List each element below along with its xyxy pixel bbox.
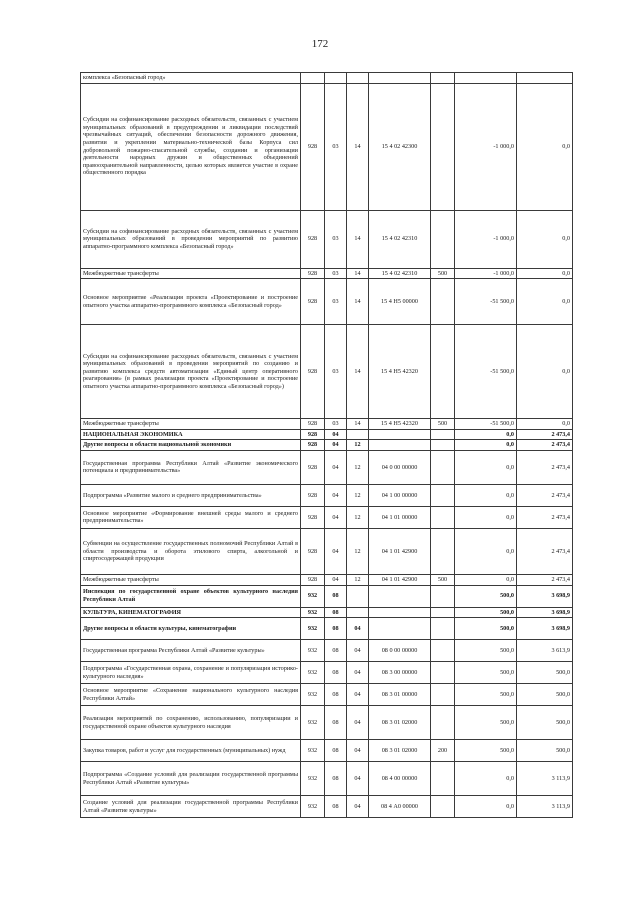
cell-section: 08 xyxy=(325,618,347,640)
cell-amount-change xyxy=(455,73,517,84)
cell-target-article: 15 4 Н5 00000 xyxy=(369,279,431,325)
cell-expense-type xyxy=(431,662,455,684)
cell-amount-change: 500,0 xyxy=(455,684,517,706)
cell-org-code xyxy=(301,73,325,84)
cell-section: 08 xyxy=(325,740,347,762)
cell-section: 08 xyxy=(325,684,347,706)
cell-target-article: 04 1 01 00000 xyxy=(369,506,431,528)
cell-target-article: 08 4 А0 00000 xyxy=(369,796,431,818)
cell-org-code: 928 xyxy=(301,528,325,574)
cell-description: КУЛЬТУРА, КИНЕМАТОГРАФИЯ xyxy=(81,607,301,618)
cell-section: 03 xyxy=(325,83,347,210)
cell-amount-total: 0,0 xyxy=(517,419,573,430)
cell-amount-total: 2 473,4 xyxy=(517,506,573,528)
cell-amount-total: 2 473,4 xyxy=(517,429,573,440)
cell-target-article: 08 4 00 00000 xyxy=(369,762,431,796)
cell-description: Государственная программа Республики Алтай «Развитие экономического потенциала и предпринимательства» xyxy=(81,450,301,484)
cell-amount-change: 0,0 xyxy=(455,796,517,818)
cell-section: 03 xyxy=(325,268,347,279)
cell-subsection: 12 xyxy=(347,440,369,451)
cell-org-code: 928 xyxy=(301,83,325,210)
cell-subsection: 04 xyxy=(347,618,369,640)
table-row xyxy=(81,684,573,706)
cell-section: 04 xyxy=(325,528,347,574)
table-row xyxy=(81,574,573,585)
cell-amount-change: 500,0 xyxy=(455,618,517,640)
table-row xyxy=(81,268,573,279)
cell-description: Субвенции на осуществление государственных полномочий Республики Алтай в области производства и оборота этилового спирта, алкогольной и спиртосодержащей продукции xyxy=(81,528,301,574)
cell-section: 03 xyxy=(325,325,347,419)
cell-target-article: 08 3 01 02000 xyxy=(369,740,431,762)
cell-org-code: 932 xyxy=(301,662,325,684)
cell-amount-change: 0,0 xyxy=(455,506,517,528)
cell-section: 08 xyxy=(325,640,347,662)
cell-expense-type: 200 xyxy=(431,740,455,762)
table-row xyxy=(81,740,573,762)
cell-amount-total: 0,0 xyxy=(517,268,573,279)
cell-org-code: 928 xyxy=(301,450,325,484)
cell-target-article xyxy=(369,73,431,84)
cell-description: Основное мероприятие «Формирование внешней среды малого и среднего предпринимательства» xyxy=(81,506,301,528)
cell-amount-total: 0,0 xyxy=(517,279,573,325)
cell-amount-change: 500,0 xyxy=(455,607,517,618)
cell-subsection: 04 xyxy=(347,762,369,796)
cell-amount-change: -1 000,0 xyxy=(455,83,517,210)
table-row xyxy=(81,585,573,607)
cell-subsection: 04 xyxy=(347,640,369,662)
cell-amount-total: 0,0 xyxy=(517,83,573,210)
cell-amount-change: -1 000,0 xyxy=(455,268,517,279)
cell-subsection xyxy=(347,585,369,607)
cell-section: 08 xyxy=(325,762,347,796)
cell-target-article: 15 4 02 42310 xyxy=(369,268,431,279)
cell-amount-total: 0,0 xyxy=(517,210,573,268)
cell-org-code: 932 xyxy=(301,607,325,618)
cell-section: 08 xyxy=(325,796,347,818)
cell-section: 08 xyxy=(325,706,347,740)
cell-org-code: 928 xyxy=(301,325,325,419)
cell-amount-total: 3 698,9 xyxy=(517,585,573,607)
cell-org-code: 928 xyxy=(301,279,325,325)
cell-org-code: 932 xyxy=(301,762,325,796)
table-row xyxy=(81,450,573,484)
table-row xyxy=(81,640,573,662)
cell-target-article xyxy=(369,585,431,607)
cell-subsection xyxy=(347,73,369,84)
cell-description: Субсидии на софинансирование расходных обязательств, связанных с участием муниципальных образований в предупреждении и ликвидации последствий чрезвычайных ситуаций, обеспечении безопасности дорожного движения, развитии и укреплении материально-технической базы Корпуса сил добровольной пожарно-спасательной службы, создании и организации деятельности народных дружин и общественных объединений правоохранительной направленности, целью которых является участие в охране общественного порядка xyxy=(81,83,301,210)
cell-amount-change: 0,0 xyxy=(455,440,517,451)
cell-target-article: 15 4 Н5 42320 xyxy=(369,419,431,430)
cell-target-article: 15 4 Н5 42320 xyxy=(369,325,431,419)
cell-subsection: 12 xyxy=(347,506,369,528)
cell-expense-type xyxy=(431,796,455,818)
cell-target-article: 08 3 01 00000 xyxy=(369,684,431,706)
cell-org-code: 928 xyxy=(301,484,325,506)
cell-subsection: 14 xyxy=(347,83,369,210)
cell-amount-total: 500,0 xyxy=(517,740,573,762)
cell-amount-total: 2 473,4 xyxy=(517,450,573,484)
cell-description: Другие вопросы в области национальной экономики xyxy=(81,440,301,451)
table-row xyxy=(81,440,573,451)
cell-amount-total: 500,0 xyxy=(517,684,573,706)
cell-amount-total: 3 698,9 xyxy=(517,618,573,640)
cell-subsection xyxy=(347,429,369,440)
table-row xyxy=(81,325,573,419)
cell-org-code: 932 xyxy=(301,796,325,818)
cell-org-code: 932 xyxy=(301,585,325,607)
cell-expense-type xyxy=(431,762,455,796)
cell-org-code: 932 xyxy=(301,706,325,740)
cell-amount-change: 0,0 xyxy=(455,762,517,796)
cell-expense-type xyxy=(431,607,455,618)
table-row xyxy=(81,484,573,506)
cell-expense-type xyxy=(431,640,455,662)
cell-amount-change: -51 500,0 xyxy=(455,279,517,325)
cell-section: 03 xyxy=(325,210,347,268)
cell-amount-total: 2 473,4 xyxy=(517,574,573,585)
cell-amount-change: 500,0 xyxy=(455,706,517,740)
table-row xyxy=(81,607,573,618)
cell-amount-change: 500,0 xyxy=(455,740,517,762)
cell-subsection: 12 xyxy=(347,450,369,484)
cell-org-code: 928 xyxy=(301,210,325,268)
cell-amount-change: 500,0 xyxy=(455,640,517,662)
table-row xyxy=(81,618,573,640)
cell-subsection: 12 xyxy=(347,484,369,506)
cell-amount-change: -51 500,0 xyxy=(455,325,517,419)
cell-description: Межбюджетные трансферты xyxy=(81,268,301,279)
cell-section: 04 xyxy=(325,450,347,484)
cell-org-code: 932 xyxy=(301,740,325,762)
cell-description: Субсидии на софинансирование расходных обязательств, связанных с участием муниципальных образований в проведении мероприятий по созданию и развитию комплекса средств автоматизации «Единый центр оперативного реагирования» (в рамках реализации проекта «Проектирование и построение опытного участка аппаратно-программного комплекса «Безопасный город») xyxy=(81,325,301,419)
cell-section: 04 xyxy=(325,440,347,451)
cell-amount-total: 500,0 xyxy=(517,706,573,740)
cell-expense-type xyxy=(431,73,455,84)
cell-target-article xyxy=(369,618,431,640)
cell-expense-type xyxy=(431,618,455,640)
cell-section: 08 xyxy=(325,607,347,618)
table-body xyxy=(81,73,573,818)
cell-expense-type xyxy=(431,83,455,210)
cell-section: 03 xyxy=(325,419,347,430)
cell-expense-type xyxy=(431,429,455,440)
cell-target-article xyxy=(369,440,431,451)
cell-amount-change: 500,0 xyxy=(455,662,517,684)
cell-subsection: 14 xyxy=(347,268,369,279)
cell-target-article: 15 4 02 42310 xyxy=(369,210,431,268)
cell-subsection: 14 xyxy=(347,210,369,268)
table-row xyxy=(81,506,573,528)
cell-org-code: 928 xyxy=(301,429,325,440)
cell-expense-type: 500 xyxy=(431,419,455,430)
cell-subsection: 04 xyxy=(347,684,369,706)
cell-amount-change: 0,0 xyxy=(455,574,517,585)
cell-org-code: 928 xyxy=(301,574,325,585)
cell-amount-change: 0,0 xyxy=(455,450,517,484)
cell-amount-change: -1 000,0 xyxy=(455,210,517,268)
cell-description: Основное мероприятие «Сохранение национального культурного наследия Республики Алтай» xyxy=(81,684,301,706)
cell-expense-type xyxy=(431,440,455,451)
cell-subsection: 12 xyxy=(347,574,369,585)
cell-subsection: 14 xyxy=(347,419,369,430)
cell-subsection: 14 xyxy=(347,325,369,419)
cell-description: Реализация мероприятий по сохранению, использованию, популяризации и государственной охране объектов культурного наследия xyxy=(81,706,301,740)
cell-amount-total: 3 113,9 xyxy=(517,762,573,796)
cell-subsection: 04 xyxy=(347,796,369,818)
cell-amount-total: 2 473,4 xyxy=(517,484,573,506)
cell-org-code: 928 xyxy=(301,419,325,430)
table-row xyxy=(81,706,573,740)
cell-amount-change: 0,0 xyxy=(455,429,517,440)
cell-amount-total: 500,0 xyxy=(517,662,573,684)
cell-expense-type xyxy=(431,450,455,484)
cell-description: Подпрограмма «Государственная охрана, сохранение и популяризация историко-культурного наследия» xyxy=(81,662,301,684)
cell-subsection xyxy=(347,607,369,618)
cell-target-article xyxy=(369,429,431,440)
cell-section: 04 xyxy=(325,484,347,506)
cell-target-article: 04 1 01 42900 xyxy=(369,528,431,574)
cell-expense-type xyxy=(431,684,455,706)
cell-amount-total: 3 613,9 xyxy=(517,640,573,662)
page-number: 172 xyxy=(311,38,329,50)
cell-amount-total: 2 473,4 xyxy=(517,528,573,574)
cell-org-code: 928 xyxy=(301,506,325,528)
cell-target-article: 04 1 01 42900 xyxy=(369,574,431,585)
cell-description: Субсидии на софинансирование расходных обязательств, связанных с участием муниципальных образований в проведении мероприятий по развитию аппаратно-программного комплекса «Безопасный город» xyxy=(81,210,301,268)
cell-target-article: 08 0 00 00000 xyxy=(369,640,431,662)
cell-section: 04 xyxy=(325,429,347,440)
cell-amount-total: 0,0 xyxy=(517,325,573,419)
cell-expense-type xyxy=(431,706,455,740)
cell-section: 04 xyxy=(325,574,347,585)
table-row xyxy=(81,279,573,325)
cell-description: Межбюджетные трансферты xyxy=(81,574,301,585)
budget-table xyxy=(80,72,573,818)
cell-amount-total: 3 698,9 xyxy=(517,607,573,618)
cell-expense-type xyxy=(431,528,455,574)
table-row xyxy=(81,796,573,818)
cell-description: Закупка товаров, работ и услуг для государственных (муниципальных) нужд xyxy=(81,740,301,762)
cell-subsection: 14 xyxy=(347,279,369,325)
table-row xyxy=(81,83,573,210)
cell-org-code: 932 xyxy=(301,618,325,640)
cell-description: Подпрограмма «Создание условий для реализации государственной программы Республики Алтай «Развитие культуры» xyxy=(81,762,301,796)
cell-target-article: 15 4 02 42300 xyxy=(369,83,431,210)
cell-expense-type xyxy=(431,506,455,528)
cell-description: Создание условий для реализации государственной программы Республики Алтай «Развитие культуры» xyxy=(81,796,301,818)
cell-expense-type xyxy=(431,325,455,419)
cell-description: Основное мероприятие «Реализация проекта «Проектирование и построение опытного участка аппаратно-программного комплекса «Безопасный город» xyxy=(81,279,301,325)
cell-subsection: 04 xyxy=(347,662,369,684)
cell-org-code: 932 xyxy=(301,684,325,706)
cell-subsection: 12 xyxy=(347,528,369,574)
cell-section: 08 xyxy=(325,662,347,684)
cell-amount-change: 0,0 xyxy=(455,484,517,506)
cell-amount-change: -51 500,0 xyxy=(455,419,517,430)
table-row xyxy=(81,419,573,430)
cell-amount-total: 3 113,9 xyxy=(517,796,573,818)
cell-org-code: 932 xyxy=(301,640,325,662)
cell-description: комплекса «Безопасный город» xyxy=(81,73,301,84)
cell-target-article: 08 3 01 02000 xyxy=(369,706,431,740)
cell-expense-type xyxy=(431,484,455,506)
table-row xyxy=(81,662,573,684)
table-row xyxy=(81,73,573,84)
table-row xyxy=(81,429,573,440)
cell-description: Другие вопросы в области культуры, кинематографии xyxy=(81,618,301,640)
cell-target-article xyxy=(369,607,431,618)
cell-expense-type xyxy=(431,210,455,268)
table-row xyxy=(81,210,573,268)
cell-target-article: 08 3 00 00000 xyxy=(369,662,431,684)
cell-amount-total: 2 473,4 xyxy=(517,440,573,451)
cell-expense-type: 500 xyxy=(431,268,455,279)
cell-target-article: 04 0 00 00000 xyxy=(369,450,431,484)
cell-org-code: 928 xyxy=(301,440,325,451)
cell-section: 04 xyxy=(325,506,347,528)
cell-subsection: 04 xyxy=(347,706,369,740)
table-row xyxy=(81,762,573,796)
cell-section: 08 xyxy=(325,585,347,607)
cell-expense-type xyxy=(431,279,455,325)
cell-amount-change: 500,0 xyxy=(455,585,517,607)
cell-expense-type: 500 xyxy=(431,574,455,585)
cell-description: Подпрограмма «Развитие малого и среднего предпринимательства» xyxy=(81,484,301,506)
cell-org-code: 928 xyxy=(301,268,325,279)
cell-target-article: 04 1 00 00000 xyxy=(369,484,431,506)
table-row xyxy=(81,528,573,574)
cell-amount-change: 0,0 xyxy=(455,528,517,574)
cell-section xyxy=(325,73,347,84)
cell-subsection: 04 xyxy=(347,740,369,762)
cell-description: Межбюджетные трансферты xyxy=(81,419,301,430)
cell-amount-total xyxy=(517,73,573,84)
cell-description: НАЦИОНАЛЬНАЯ ЭКОНОМИКА xyxy=(81,429,301,440)
cell-description: Инспекция по государственной охране объектов культурного наследия Республики Алтай xyxy=(81,585,301,607)
cell-description: Государственная программа Республики Алтай «Развитие культуры» xyxy=(81,640,301,662)
cell-expense-type xyxy=(431,585,455,607)
cell-section: 03 xyxy=(325,279,347,325)
